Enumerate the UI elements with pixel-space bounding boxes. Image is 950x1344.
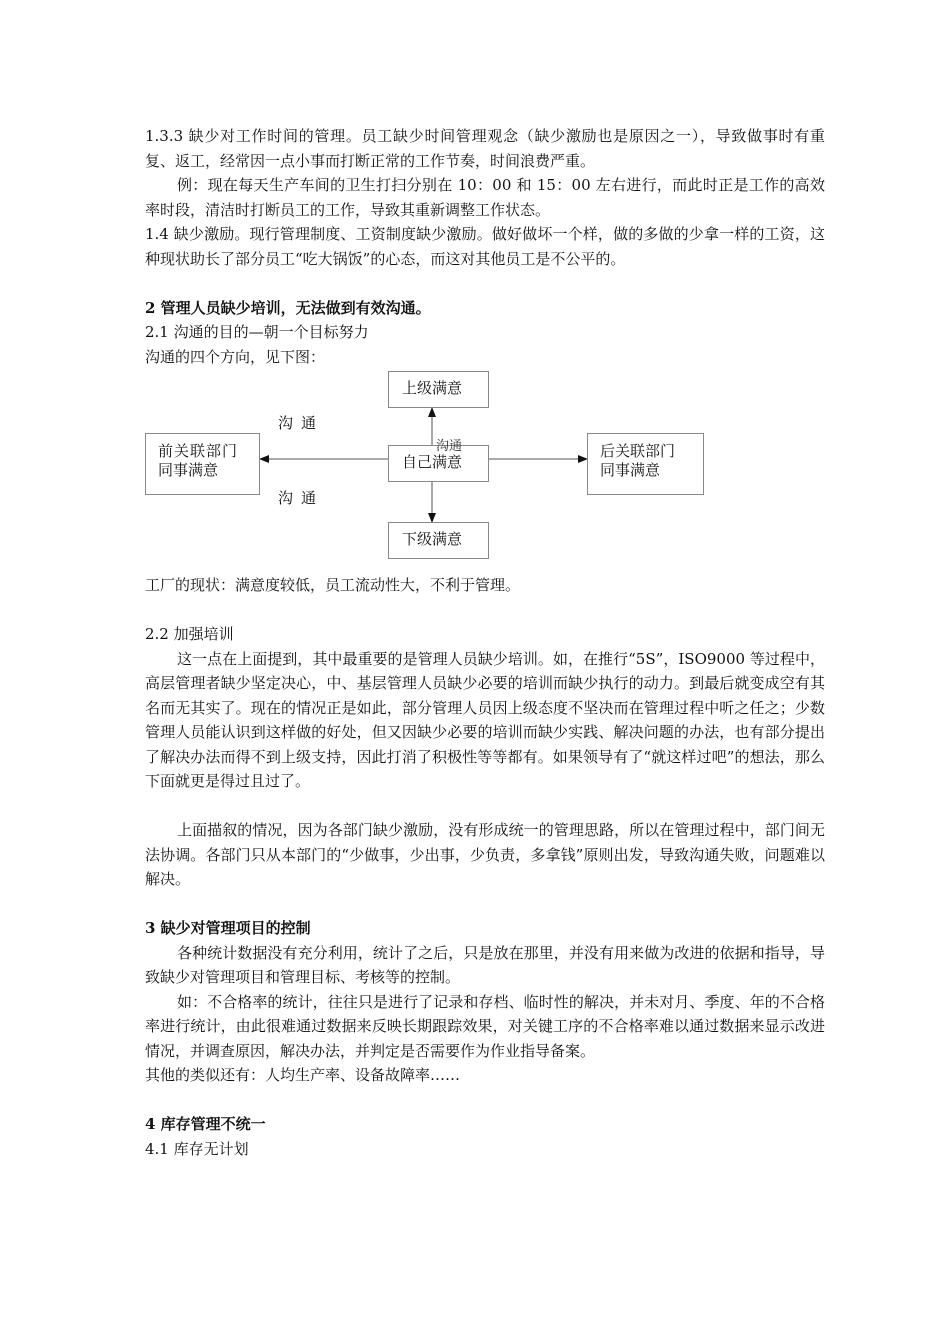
downstream-line-1: 后关联部门: [600, 442, 676, 460]
section-2-2-para-1: 这一点在上面提到，其中最重要的是管理人员缺少培训。如，在推行“5S”，ISO9000 等过程中，高层管理者缺少坚定决心，中、基层管理人员缺少必要的培训而缺少执行的动力。到最后就变成空有其名而无其实了。现在的情况正是如此，部分管理人员因上级态度不坚决而在管理过程中听之任之；少数管理人员能认识到这样做的好处，但又因缺少必要的培训而缺少实践、解决问题的办法，也有部分提出了解决办法而得不到上级支持，因此打消了积极性等等都有。如果领导有了“就这样过吧”的想法，那么下面就更是得过且过了。: [145, 649, 825, 790]
section-2-1-heading: 2.1 沟通的目的—朝一个目标努力: [145, 323, 369, 341]
section-4-heading: 4 库存管理不统一: [145, 1115, 266, 1133]
section-3-para-2: 如：不合格率的统计，往往只是进行了记录和存档、临时性的解决，并未对月、季度、年的不合格率进行统计，由此很难通过数据来反映长期跟踪效果，对关键工序的不合格率难以通过数据来显示改进情况，并调查原因，解决办法，并判定是否需要作为作业指导备案。: [145, 992, 825, 1060]
section-1-3-3-example: 例：现在每天生产车间的卫生打扫分别在 10：00 和 15：00 左右进行，而此时正是工作的高效率时段，清洁时打断员工的工作，导致其重新调整工作状态。: [145, 176, 825, 219]
diagram-intro: 沟通的四个方向，见下图：: [145, 347, 326, 366]
communication-label-lower: 沟通: [278, 489, 325, 507]
box-subordinate-label: 下级满意: [402, 530, 463, 548]
section-2-2-para-2: 上面描叙的情况，因为各部门缺少激励，没有形成统一的管理思路，所以在管理过程中，部门间无法协调。各部门只从本部门的“少做事，少出事，少负责，多拿钱”原则出发，导致沟通失败，问题难以解决。: [145, 821, 825, 888]
section-2-heading: 2 管理人员缺少培训，无法做到有效沟通。: [145, 298, 431, 317]
document-page: [145, 124, 825, 1161]
blank-line: [145, 271, 825, 296]
communication-label-hidden: [436, 437, 462, 445]
box-downstream-dept: [587, 433, 704, 495]
section-3-heading: 3 缺少对管理项目的控制: [145, 919, 311, 937]
box-self-label: 自己满意: [402, 453, 463, 471]
downstream-line-2: 同事满意: [600, 461, 661, 479]
section-1-4: 1.4 缺少激励。现行管理制度、工资制度缺少激励。做好做坏一个样，做的多做的少拿一样的工资，这种现状助长了部分员工“吃大锅饭”的心态，而这对其他员工是不公平的。: [145, 225, 825, 268]
communication-label-upper: 沟通: [278, 414, 325, 432]
blank-line: [145, 892, 825, 917]
blank-line: [145, 1088, 825, 1113]
upstream-line-1: 前关联部门: [158, 442, 239, 460]
box-superior-satisfied: [388, 371, 489, 408]
section-4-1-heading: 4.1 库存无计划: [145, 1139, 249, 1158]
upstream-line-2: 同事满意: [158, 461, 219, 479]
section-3-para-1: 各种统计数据没有充分利用，统计了之后，只是放在那里，并没有用来做为改进的依据和指导，导致缺少对管理项目和管理目标、考核等的控制。: [145, 943, 825, 986]
section-3-para-3: 其他的类似还有：人均生产率、设备故障率……: [145, 1066, 461, 1084]
communication-diagram: [145, 371, 825, 571]
box-superior-label: 上级满意: [402, 379, 463, 397]
factory-status: 工厂的现状：满意度较低，员工流动性大，不利于管理。: [145, 576, 521, 594]
blank-line: [145, 598, 825, 623]
section-2-2-heading: 2.2 加强培训: [145, 625, 234, 643]
blank-line: [145, 794, 825, 819]
box-upstream-dept: [145, 433, 260, 495]
box-subordinate-satisfied: [388, 522, 489, 559]
section-1-3-3: 1.3.3 缺少对工作时间的管理。员工缺少时间管理观念（缺少激励也是原因之一），导致做事时有重复、返工，经常因一点小事而打断正常的工作节奏，时间浪费严重。: [145, 127, 825, 170]
